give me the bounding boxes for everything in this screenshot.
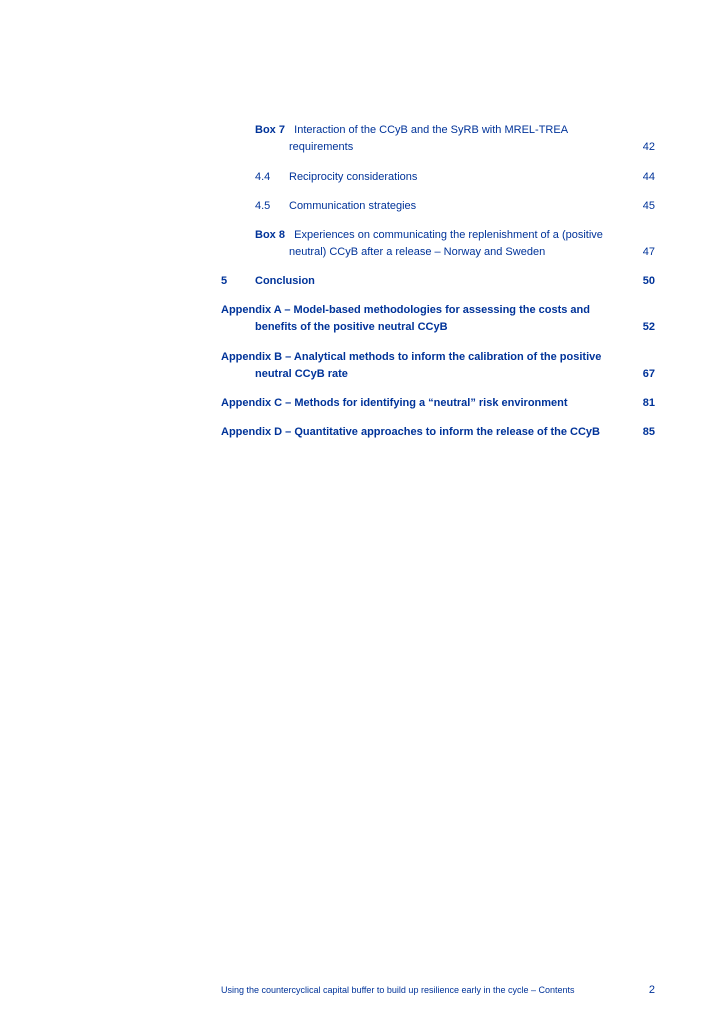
entry-title-line2: neutral) CCyB after a release – Norway and Sweden xyxy=(289,246,546,258)
page-footer xyxy=(221,985,655,999)
page-number: 52 xyxy=(642,321,655,333)
toc-entry-box7[interactable] xyxy=(221,122,655,156)
page-number: 44 xyxy=(642,171,655,183)
toc-entry-5[interactable] xyxy=(221,273,655,290)
entry-title-line2: neutral CCyB rate xyxy=(255,368,348,380)
toc-entry-appendix-a[interactable] xyxy=(221,302,655,336)
toc-entry-appendix-d[interactable] xyxy=(221,424,655,441)
toc-entry-4-5[interactable] xyxy=(221,198,655,215)
entry-title-line2: requirements xyxy=(289,141,354,153)
entry-title: Communication strategies xyxy=(289,200,417,212)
page-number: 50 xyxy=(642,275,655,287)
entry-title-line1: Experiences on communicating the replenishment of a (positive xyxy=(294,229,603,241)
box-label: Box 8 xyxy=(255,229,285,241)
toc-entry-box8[interactable] xyxy=(221,227,655,261)
section-number: 4.5 xyxy=(255,200,271,212)
entry-title: Conclusion xyxy=(255,275,315,287)
footer-text: Using the countercyclical capital buffer to build up resilience early in the cycle – Contents xyxy=(221,985,575,995)
page-number: 81 xyxy=(642,397,655,409)
entry-title-line1: Appendix B – Analytical methods to inform the calibration of the positive xyxy=(221,351,602,363)
page-number: 47 xyxy=(642,246,655,258)
toc-entry-appendix-b[interactable] xyxy=(221,349,655,383)
page-number: 85 xyxy=(642,426,655,438)
entry-title: Appendix D – Quantitative approaches to inform the release of the CCyB xyxy=(221,426,600,438)
entry-title-line2: benefits of the positive neutral CCyB xyxy=(255,321,448,333)
page-number: 42 xyxy=(642,141,655,153)
footer-page-number: 2 xyxy=(648,984,655,996)
box-label: Box 7 xyxy=(255,124,285,136)
toc-entry-appendix-c[interactable] xyxy=(221,395,655,412)
page-number: 45 xyxy=(642,200,655,212)
entry-title: Appendix C – Methods for identifying a “neutral” risk environment xyxy=(221,397,568,409)
entry-title-line1: Appendix A – Model-based methodologies for assessing the costs and xyxy=(221,304,590,316)
section-number: 5 xyxy=(221,275,228,287)
entry-title: Reciprocity considerations xyxy=(289,171,418,183)
toc-entry-4-4[interactable] xyxy=(221,169,655,186)
entry-title-line1: Interaction of the CCyB and the SyRB with MREL-TREA xyxy=(294,124,569,136)
page-number: 67 xyxy=(642,368,655,380)
section-number: 4.4 xyxy=(255,171,271,183)
